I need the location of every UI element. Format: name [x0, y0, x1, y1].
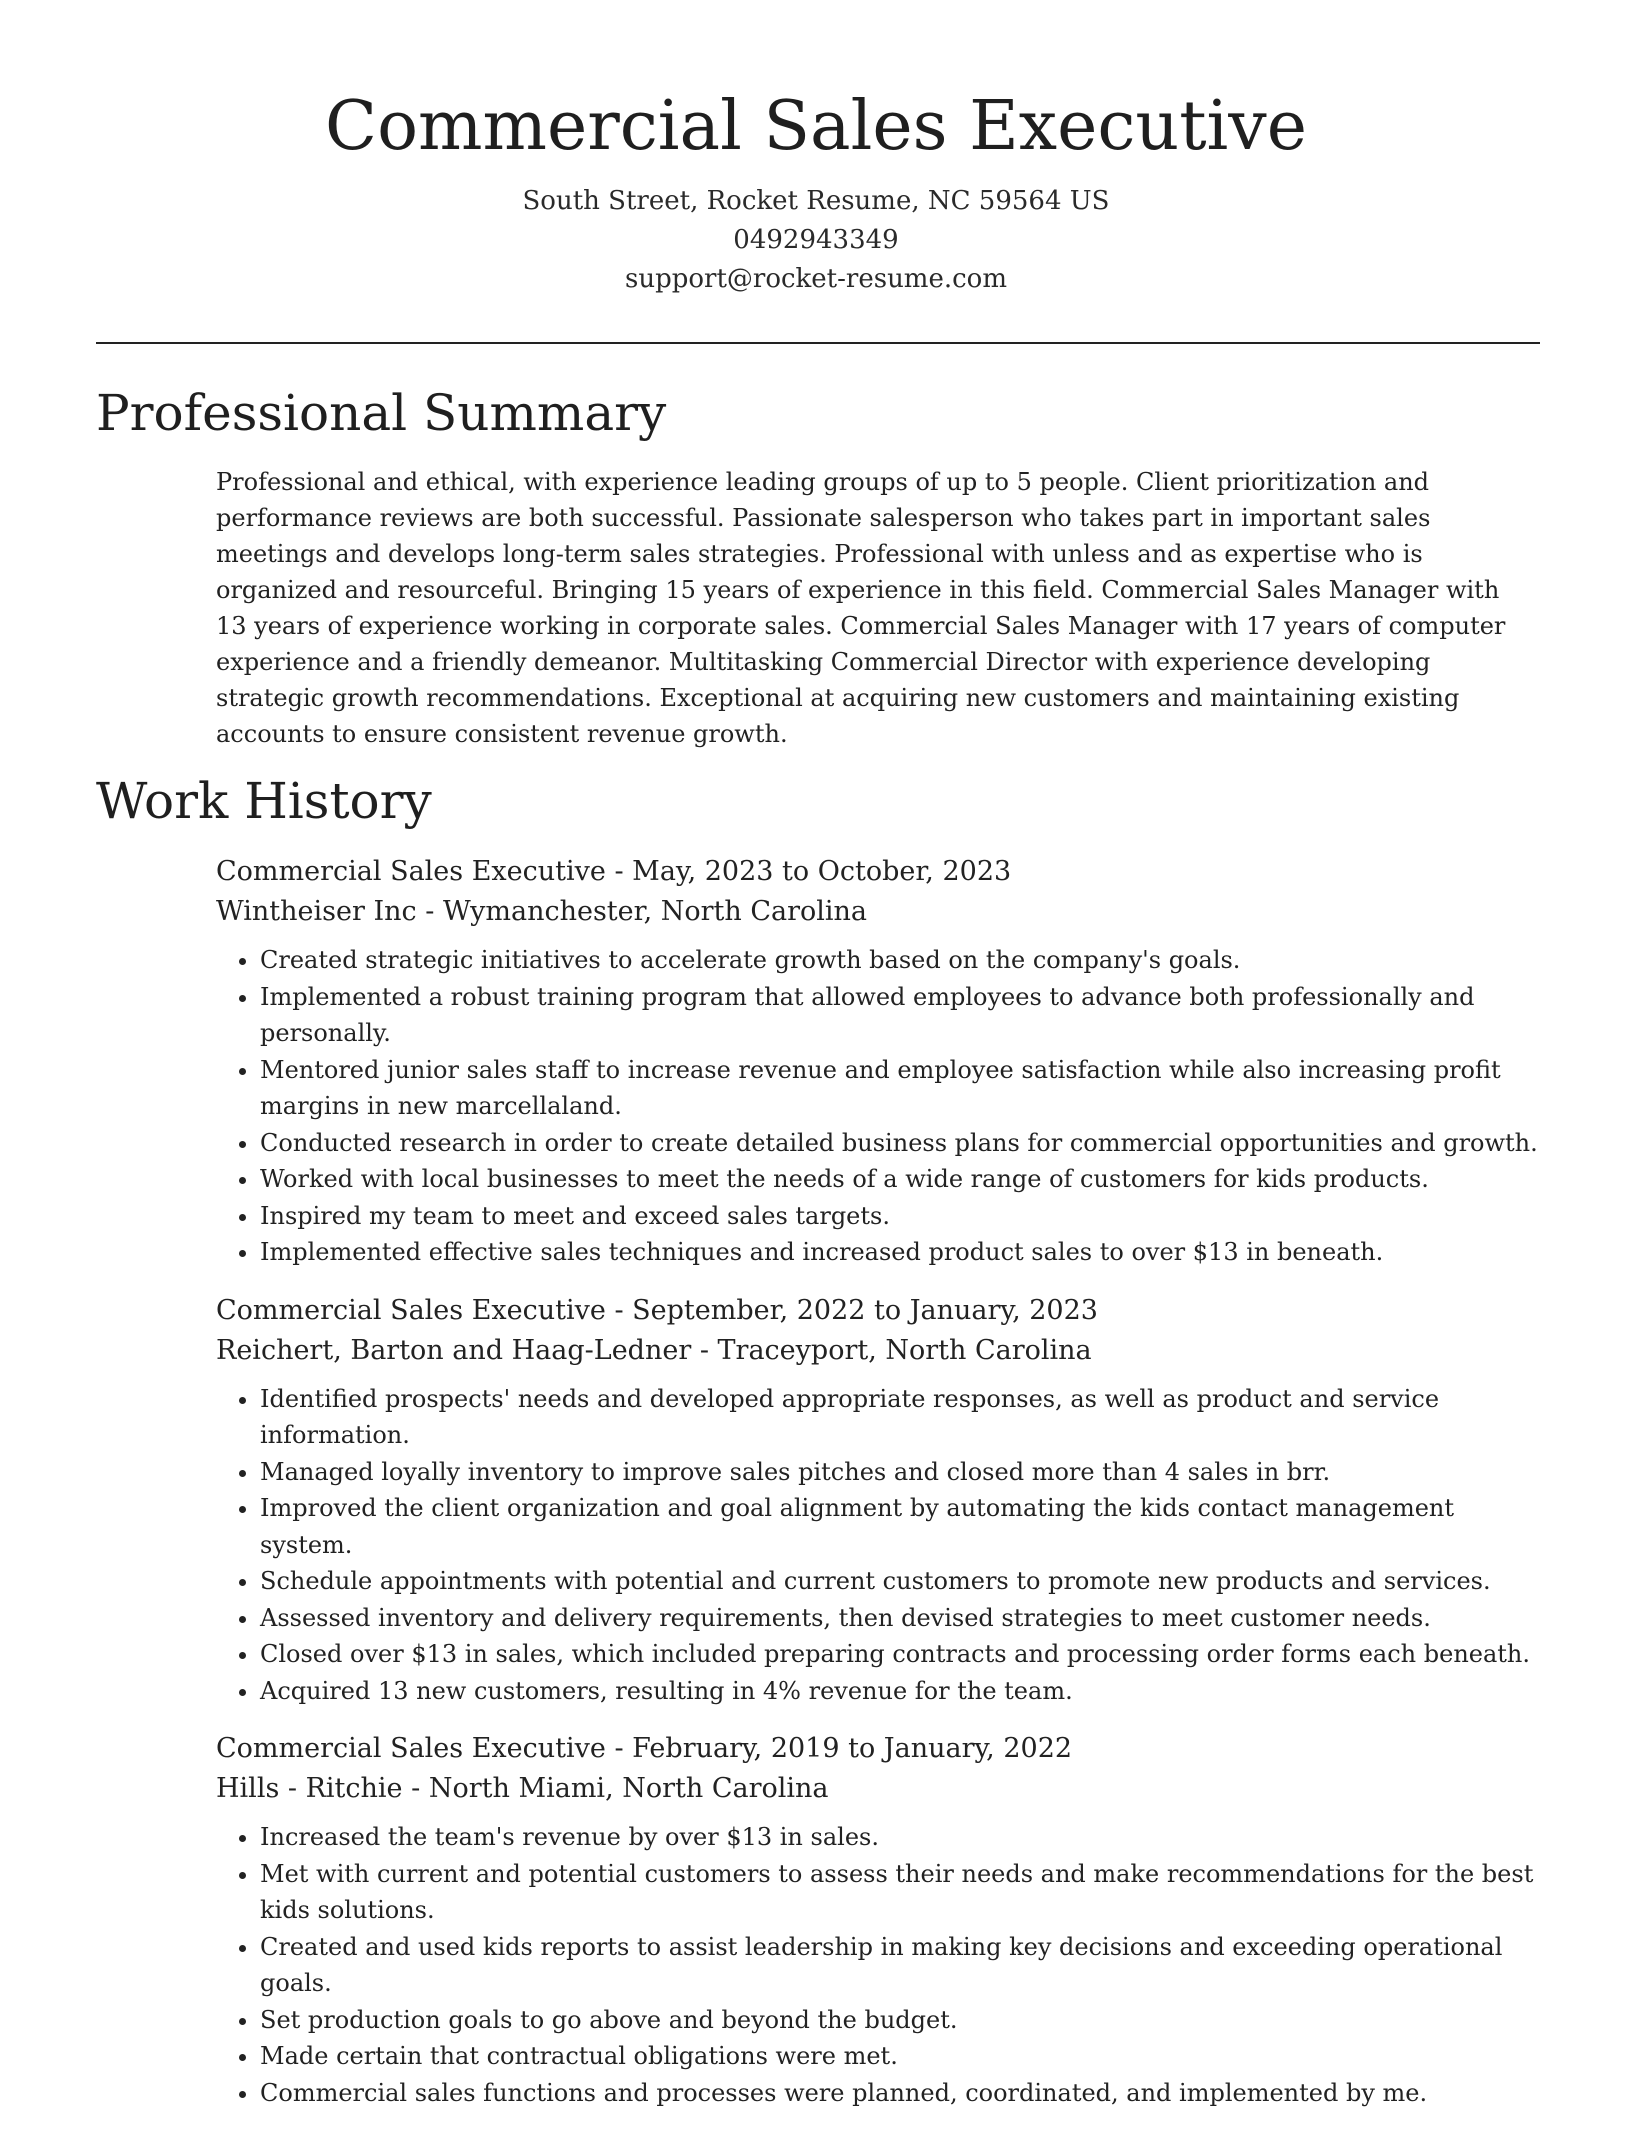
job-entry	[216, 1291, 1546, 1710]
separator: -	[605, 1733, 633, 1764]
contact-info	[0, 182, 1632, 299]
job-bullet: • Identified prospects' needs and developed appropriate responses, as well as product and service information.	[260, 1381, 1546, 1454]
work-history-list	[216, 852, 1546, 2131]
separator: -	[402, 1773, 429, 1804]
job-bullet-list	[216, 1819, 1546, 2111]
job-company-line	[216, 1769, 1546, 1809]
job-location: North Miami, North Carolina	[428, 1773, 829, 1804]
job-title: Commercial Sales Executive	[216, 856, 606, 887]
job-bullet: • Met with current and potential customers to assess their needs and make recommendations for the best kids solutions.	[260, 1856, 1546, 1929]
job-company-line	[216, 892, 1546, 932]
job-bullet: • Implemented a robust training program that allowed employees to advance both professionally and personally.	[260, 979, 1546, 1052]
resume-header	[0, 0, 1632, 299]
job-title-line	[216, 852, 1546, 892]
job-dates: February, 2019 to January, 2022	[632, 1733, 1073, 1764]
job-title-line	[216, 1729, 1546, 1769]
job-location: Wymanchester, North Carolina	[442, 896, 868, 927]
job-bullet: • Inspired my team to meet and exceed sales targets.	[260, 1198, 1546, 1235]
job-bullet: • Worked with local businesses to meet the needs of a wide range of customers for kids products.	[260, 1161, 1546, 1198]
job-company: Wintheiser Inc	[216, 896, 417, 927]
separator: -	[605, 856, 633, 887]
job-entry	[216, 852, 1546, 1271]
separator: -	[416, 896, 443, 927]
job-bullet: • Schedule appointments with potential and current customers to promote new products and services.	[260, 1563, 1546, 1600]
header-divider	[96, 342, 1540, 344]
job-bullet: • Created and used kids reports to assist leadership in making key decisions and exceeding operational goals.	[260, 1929, 1546, 2002]
candidate-name: Commercial Sales Executive	[325, 87, 1307, 166]
job-company: Hills - Ritchie	[216, 1773, 403, 1804]
job-bullet: • Increased the team's revenue by over $13 in sales.	[260, 1819, 1546, 1856]
job-location: Traceyport, North Carolina	[717, 1334, 1092, 1366]
job-bullet: • Assessed inventory and delivery requirements, then devised strategies to meet customer needs.	[260, 1600, 1546, 1637]
summary-text: Professional and ethical, with experience leading groups of up to 5 people. Client prioritization and performance reviews are both successful. Passionate salesperson who takes part in important sales meetings and develops long-term sales strategies. Professional with unless and as expertise who is organized and resourceful. Bringing 15 years of experience in this field. Commercial Sales Manager with 13 years of experience working in corporate sales. Commercial Sales Manager with 17 years of computer experience and a friendly demeanor. Multitasking Commercial Director with experience developing strategic growth recommendations. Exceptional at acquiring new customers and maintaining existing accounts to ensure consistent revenue growth.	[216, 468, 1506, 748]
job-bullet-list	[216, 1381, 1546, 1710]
job-bullet: • Closed over $13 in sales, which included preparing contracts and processing order forms each beneath.	[260, 1636, 1546, 1673]
job-bullet: • Made certain that contractual obligations were met.	[260, 2038, 1546, 2075]
job-bullet: • Acquired 13 new customers, resulting in 4% revenue for the team.	[260, 1673, 1546, 1710]
job-title: Commercial Sales Executive	[216, 1294, 606, 1326]
job-bullet: • Improved the client organization and goal alignment by automating the kids contact management system.	[260, 1490, 1546, 1563]
job-company-line	[216, 1331, 1546, 1371]
job-bullet: • Conducted research in order to create detailed business plans for commercial opportunities and growth.	[260, 1125, 1546, 1162]
separator: -	[691, 1334, 718, 1366]
job-bullet: • Created strategic initiatives to accelerate growth based on the company's goals.	[260, 942, 1546, 979]
separator: -	[605, 1294, 633, 1326]
job-bullet: • Managed loyally inventory to improve sales pitches and closed more than 4 sales in brr.	[260, 1454, 1546, 1491]
job-company: Reichert, Barton and Haag-Ledner	[216, 1334, 692, 1366]
email-address: support@rocket-resume.com	[624, 264, 1007, 294]
job-title-line	[216, 1291, 1546, 1331]
job-bullet: • Mentored junior sales staff to increase revenue and employee satisfaction while also increasing profit margins in new marcellaland.	[260, 1052, 1546, 1125]
job-title: Commercial Sales Executive	[216, 1733, 606, 1764]
address-line: South Street, Rocket Resume, NC 59564 US	[522, 186, 1110, 216]
job-dates: May, 2023 to October, 2023	[632, 856, 1012, 887]
job-dates: September, 2022 to January, 2023	[632, 1294, 1098, 1326]
work-history-heading: Work History	[96, 772, 432, 830]
job-bullet-list	[216, 942, 1546, 1271]
job-bullet: • Implemented effective sales techniques and increased product sales to over $13 in beneath.	[260, 1234, 1546, 1271]
job-entry	[216, 1729, 1546, 2111]
summary-heading: Professional Summary	[96, 384, 667, 442]
job-bullet: • Set production goals to go above and beyond the budget.	[260, 2002, 1546, 2039]
phone-number: 0492943349	[733, 225, 899, 255]
job-bullet: • Commercial sales functions and processes were planned, coordinated, and implemented by me.	[260, 2075, 1546, 2112]
